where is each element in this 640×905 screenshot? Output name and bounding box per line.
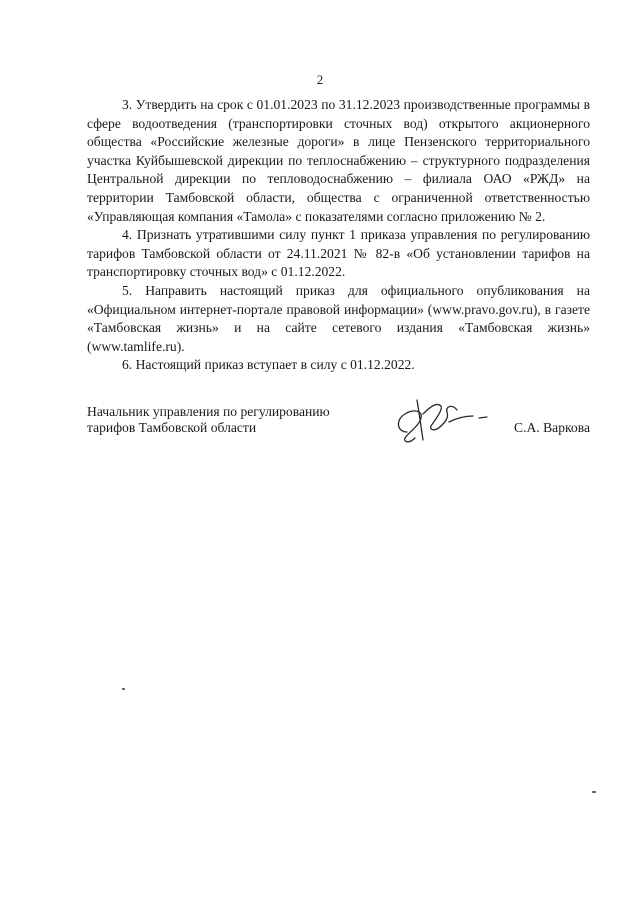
signature-block [87,398,590,458]
page-number: 2 [316,72,324,87]
signatory-position-line-1: Начальник управления по регулированию [87,404,330,419]
paragraph-5: 5. Направить настоящий приказ для официального опубликования на «Официальном интернет-портале правовой информации» (www.pravo.gov.ru), в газете «Тамбовская жизнь» и на сайте сетевого издания «Тамбовская жизнь» (www.tamlife.ru). [87,282,590,354]
handwritten-signature [387,392,497,450]
signatory-name: С.А. Варкова [514,420,590,435]
scan-speck [592,791,596,793]
scan-speck [122,688,125,690]
paragraph-4: 4. Признать утратившими силу пункт 1 приказа управления по регулированию тарифов Тамбовской области от 24.11.2021 № 82-в «Об установлении тарифов на транспортировку сточных вод» с 01.12.2022. [87,227,590,280]
paragraph-3: 3. Утвердить на срок с 01.01.2023 по 31.12.2023 производственные программы в сфере водоотведения (транспортировки сточных вод) открытого акционерного общества «Российские железные дороги» в лице Пензенского территориального участка Куйбышевской дирекции по теплоснабжению – структурного подразделения Центральной дирекции по тепловодоснабжению – филиала ОАО «РЖД» на территории Тамбовской области, общества с ограниченной ответственностью «Управляющая компания «Тамола» с показателями согласно приложению № 2. [87,97,590,224]
document-body [87,96,590,375]
paragraph-6: 6. Настоящий приказ вступает в силу с 01.12.2022. [122,357,415,373]
signatory-position [87,404,387,436]
signatory-position-line-2: тарифов Тамбовской области [87,420,257,435]
